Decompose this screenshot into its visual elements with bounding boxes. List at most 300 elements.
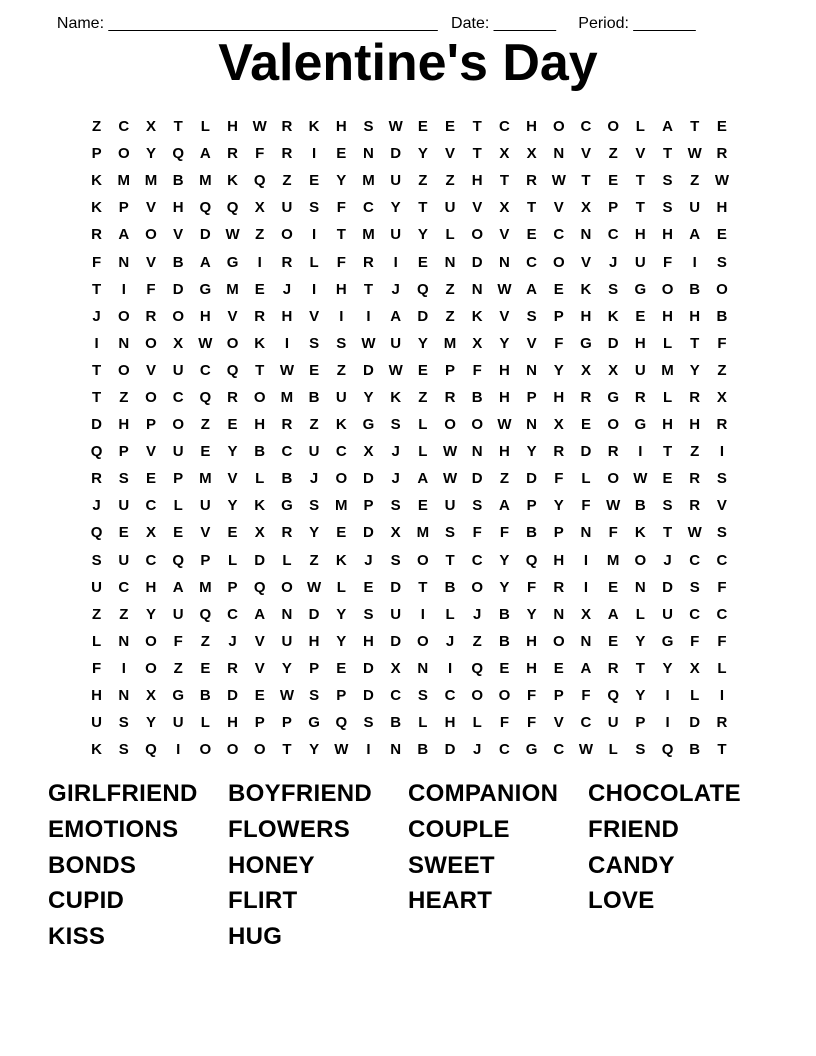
grid-letter: K (91, 199, 103, 217)
grid-letter: E (417, 497, 428, 515)
grid-letter: P (145, 416, 156, 434)
grid-letter: Z (717, 361, 727, 379)
grid-letter: O (444, 416, 456, 434)
grid-letter: L (336, 578, 346, 596)
grid-letter: V (145, 253, 156, 271)
grid-letter: F (717, 334, 727, 352)
word-bank-item: COMPANION (408, 780, 559, 807)
grid-letter: O (552, 253, 565, 271)
grid-letter: H (498, 361, 510, 379)
grid-letter: H (634, 334, 646, 352)
grid-letter: W (442, 470, 458, 488)
grid-letter: F (173, 632, 183, 650)
grid-letter: Z (690, 443, 700, 461)
word-bank-item: KISS (48, 923, 106, 951)
grid-letter: S (309, 497, 320, 515)
grid-letter: Q (199, 605, 212, 623)
grid-letter: J (92, 497, 101, 515)
grid-letter: Q (199, 388, 212, 406)
grid-letter: A (172, 578, 184, 596)
grid-row (83, 113, 736, 140)
grid-letter: Q (172, 551, 184, 569)
grid-letter: S (309, 687, 320, 705)
grid-letter: U (281, 632, 293, 650)
grid-letter: Z (445, 280, 455, 298)
word-bank-item: HUG (228, 923, 283, 951)
grid-letter: X (254, 199, 265, 217)
grid-letter: E (227, 524, 238, 542)
grid-letter: C (607, 226, 619, 244)
grid-letter: I (393, 253, 398, 271)
grid-letter: B (689, 741, 701, 759)
grid-letter: G (199, 280, 212, 298)
grid-letter: W (361, 334, 376, 352)
grid-letter: I (583, 551, 589, 569)
grid-letter: R (553, 443, 565, 461)
grid-letter: Y (309, 741, 320, 759)
grid-letter: U (335, 388, 347, 406)
grid-letter: G (281, 497, 293, 515)
grid-letter: I (447, 659, 453, 677)
word-bank-item: BONDS (48, 851, 137, 879)
grid-letter: C (689, 551, 701, 569)
word-bank-item: CUPID (48, 887, 125, 915)
grid-letter: G (580, 334, 592, 352)
grid-letter: P (526, 388, 537, 406)
grid-letter: Y (309, 524, 320, 542)
grid-row (83, 628, 736, 655)
grid-letter: D (254, 551, 266, 569)
grid-letter: V (472, 199, 483, 217)
grid-letter: E (662, 470, 673, 488)
grid-letter: S (716, 253, 727, 271)
grid-letter: W (442, 443, 458, 461)
grid-letter: P (309, 659, 320, 677)
grid-letter: S (390, 416, 401, 434)
grid-letter: V (254, 659, 265, 677)
grid-letter: V (145, 361, 156, 379)
grid-letter: I (366, 307, 371, 325)
grid-letter: S (635, 741, 646, 759)
grid-letter: B (172, 253, 184, 271)
grid-letter: D (689, 714, 701, 732)
grid-letter: H (471, 172, 483, 190)
grid-letter: T (662, 443, 673, 461)
grid-letter: T (635, 199, 645, 217)
grid-letter: Z (173, 659, 183, 677)
grid-letter: Q (253, 172, 266, 190)
grid-letter: R (716, 145, 728, 163)
grid-letter: S (309, 334, 320, 352)
grid-letter: H (227, 714, 238, 732)
grid-letter: D (417, 307, 429, 325)
grid-letter: Y (227, 443, 238, 461)
grid-letter: J (228, 632, 237, 650)
grid-letter: R (91, 470, 103, 488)
grid-letter: E (173, 524, 184, 542)
grid-letter: E (417, 253, 428, 271)
grid-letter: V (309, 307, 320, 325)
grid-letter: S (363, 118, 374, 136)
grid-letter: N (553, 605, 565, 623)
grid-letter: R (580, 388, 592, 406)
grid-letter: D (580, 443, 592, 461)
grid-letter: Q (253, 578, 266, 596)
grid-row (83, 574, 736, 601)
grid-letter: T (363, 280, 374, 298)
grid-letter: V (227, 470, 238, 488)
grid-letter: R (281, 253, 293, 271)
grid-letter: E (716, 226, 727, 244)
grid-letter: H (553, 551, 565, 569)
grid-row (83, 221, 736, 248)
grid-letter: S (309, 199, 320, 217)
grid-letter: M (144, 172, 158, 190)
grid-letter: Q (90, 443, 103, 461)
grid-letter: P (526, 497, 537, 515)
grid-letter: J (92, 307, 101, 325)
grid-letter: Z (418, 172, 428, 190)
grid-letter: F (581, 687, 591, 705)
grid-letter: C (363, 199, 374, 217)
grid-letter: A (580, 659, 592, 677)
grid-letter: H (118, 416, 130, 434)
grid-letter: Q (226, 361, 239, 379)
grid-letter: R (689, 497, 701, 515)
grid-letter: L (662, 388, 673, 406)
grid-letter: H (634, 226, 646, 244)
grid-letter: B (634, 497, 646, 515)
grid-letter: U (199, 497, 211, 515)
grid-letter: J (473, 605, 482, 623)
grid-letter: T (92, 280, 102, 298)
grid-letter: R (254, 307, 266, 325)
grid-letter: X (363, 443, 374, 461)
grid-letter: V (445, 145, 456, 163)
grid-letter: F (554, 334, 564, 352)
grid-letter: E (336, 145, 347, 163)
grid-letter: P (553, 687, 564, 705)
grid-letter: S (390, 497, 401, 515)
grid-letter: K (308, 118, 320, 136)
word-bank-item: FLIRT (228, 887, 298, 915)
grid-letter: P (173, 470, 184, 488)
grid-letter: W (198, 334, 213, 352)
grid-letter: I (420, 605, 425, 623)
grid-letter: N (498, 253, 510, 271)
grid-letter: C (471, 551, 483, 569)
grid-letter: U (634, 361, 646, 379)
grid-letter: I (665, 687, 670, 705)
grid-row (83, 547, 736, 574)
grid-letter: Y (145, 605, 156, 623)
grid-letter: C (227, 605, 238, 623)
grid-letter: C (199, 361, 211, 379)
grid-letter: Y (145, 145, 156, 163)
grid-letter: E (200, 443, 211, 461)
grid-letter: O (335, 470, 348, 488)
grid-letter: K (254, 334, 266, 352)
grid-letter: P (118, 443, 129, 461)
grid-letter: E (553, 659, 564, 677)
grid-letter: R (716, 714, 728, 732)
grid-letter: U (444, 199, 456, 217)
grid-row (83, 167, 736, 194)
grid-letter: M (335, 497, 348, 515)
grid-letter: O (253, 388, 266, 406)
grid-letter: F (146, 280, 156, 298)
grid-letter: N (553, 145, 565, 163)
grid-letter: Z (92, 605, 102, 623)
grid-letter: I (257, 253, 262, 271)
word-bank-item: SWEET (408, 851, 495, 879)
grid-letter: S (417, 687, 428, 705)
grid-letter: F (472, 361, 482, 379)
grid-letter: C (444, 687, 456, 705)
grid-letter: A (417, 470, 429, 488)
grid-letter: Q (335, 714, 348, 732)
grid-letter: F (527, 714, 537, 732)
grid-letter: F (554, 470, 564, 488)
grid-letter: R (607, 443, 619, 461)
grid-letter: X (254, 524, 265, 542)
grid-letter: B (199, 687, 211, 705)
grid-letter: L (717, 659, 727, 677)
grid-letter: F (336, 199, 346, 217)
grid-letter: U (281, 199, 293, 217)
grid-letter: H (689, 307, 701, 325)
grid-letter: T (581, 172, 591, 190)
grid-letter: L (92, 632, 102, 650)
grid-letter: C (335, 443, 347, 461)
grid-letter: O (417, 632, 429, 650)
word-search-grid (83, 113, 736, 763)
grid-letter: C (118, 578, 130, 596)
page-title: Valentine's Day (218, 34, 598, 92)
grid-letter: Z (418, 388, 428, 406)
grid-letter: C (390, 687, 402, 705)
grid-letter: M (661, 361, 674, 379)
grid-letter: C (689, 605, 701, 623)
grid-row (83, 519, 736, 546)
grid-letter: H (335, 118, 347, 136)
grid-letter: C (580, 714, 592, 732)
grid-letter: D (363, 361, 374, 379)
grid-letter: Z (309, 416, 319, 434)
grid-letter: T (527, 199, 537, 217)
grid-letter: O (172, 416, 184, 434)
grid-letter: H (254, 416, 266, 434)
grid-letter: D (363, 687, 374, 705)
grid-letter: S (662, 497, 673, 515)
grid-letter: X (580, 605, 591, 623)
grid-letter: B (417, 741, 429, 759)
grid-letter: P (608, 199, 619, 217)
grid-letter: Q (417, 280, 429, 298)
grid-letter: M (199, 470, 212, 488)
grid-letter: A (607, 605, 619, 623)
grid-letter: X (145, 524, 156, 542)
grid-letter: W (497, 280, 512, 298)
grid-letter: Z (336, 361, 346, 379)
grid-letter: U (662, 605, 673, 623)
grid-letter: V (145, 199, 156, 217)
grid-letter: H (199, 307, 211, 325)
grid-letter: Y (689, 361, 700, 379)
grid-letter: T (92, 388, 102, 406)
grid-letter: L (418, 714, 428, 732)
grid-letter: W (551, 172, 566, 190)
date-field-label: Date: _______ (451, 15, 557, 32)
grid-letter: V (200, 524, 211, 542)
grid-row (83, 303, 736, 330)
grid-letter: F (662, 253, 673, 271)
grid-letter: Z (200, 632, 210, 650)
grid-letter: M (199, 172, 212, 190)
grid-letter: S (662, 199, 673, 217)
grid-letter: Z (255, 226, 265, 244)
grid-letter: Q (661, 741, 674, 759)
grid-letter: P (553, 307, 564, 325)
grid-letter: Z (608, 145, 618, 163)
grid-letter: E (716, 118, 727, 136)
grid-letter: K (580, 280, 592, 298)
grid-letter: J (473, 741, 482, 759)
grid-letter: V (499, 307, 510, 325)
grid-letter: L (445, 605, 455, 623)
grid-letter: O (226, 741, 239, 759)
word-bank-item: HEART (408, 887, 493, 915)
grid-letter: V (553, 199, 564, 217)
grid-letter: D (607, 334, 619, 352)
grid-letter: H (281, 307, 293, 325)
grid-letter: E (254, 687, 265, 705)
grid-letter: J (663, 551, 672, 569)
grid-letter: W (687, 145, 702, 163)
grid-letter: U (390, 334, 402, 352)
grid-letter: M (606, 551, 620, 569)
grid-letter: O (471, 226, 484, 244)
grid-letter: E (309, 361, 320, 379)
grid-letter: L (227, 551, 238, 569)
grid-letter: G (525, 741, 538, 759)
grid-letter: H (662, 307, 673, 325)
grid-letter: U (172, 361, 184, 379)
grid-letter: E (608, 632, 619, 650)
grid-letter: Y (363, 388, 374, 406)
grid-letter: I (692, 253, 697, 271)
grid-letter: S (336, 334, 347, 352)
grid-letter: Y (635, 687, 646, 705)
grid-letter: P (91, 145, 102, 163)
grid-letter: C (526, 253, 538, 271)
grid-letter: U (91, 714, 103, 732)
grid-letter: C (498, 118, 510, 136)
grid-letter: N (363, 145, 374, 163)
grid-letter: C (498, 741, 510, 759)
grid-letter: H (580, 307, 592, 325)
grid-letter: B (498, 605, 510, 623)
grid-letter: K (335, 416, 347, 434)
grid-letter: I (638, 443, 643, 461)
grid-row (83, 140, 736, 167)
grid-letter: O (716, 280, 728, 298)
grid-letter: D (363, 524, 374, 542)
grid-letter: V (173, 226, 184, 244)
grid-letter: I (366, 741, 371, 759)
grid-letter: O (607, 470, 619, 488)
grid-letter: K (254, 497, 266, 515)
grid-letter: B (716, 307, 728, 325)
grid-letter: E (608, 172, 619, 190)
grid-letter: H (526, 118, 538, 136)
grid-letter: Q (90, 524, 103, 542)
grid-letter: Z (445, 307, 455, 325)
grid-row (83, 194, 736, 221)
grid-row (83, 601, 736, 628)
grid-letter: I (176, 741, 181, 759)
grid-letter: L (662, 334, 673, 352)
grid-letter: H (335, 280, 347, 298)
grid-letter: S (363, 605, 374, 623)
grid-letter: L (472, 714, 482, 732)
grid-letter: L (282, 551, 292, 569)
grid-letter: X (173, 334, 184, 352)
grid-letter: F (499, 714, 509, 732)
grid-letter: S (662, 172, 673, 190)
grid-row (83, 330, 736, 357)
grid-letter: I (312, 226, 317, 244)
word-bank-item: CHOCOLATE (588, 780, 741, 807)
grid-letter: O (172, 307, 184, 325)
grid-letter: S (445, 524, 456, 542)
grid-letter: T (255, 361, 265, 379)
grid-row (83, 276, 736, 303)
grid-letter: T (472, 118, 482, 136)
grid-letter: X (689, 659, 700, 677)
grid-letter: G (634, 280, 647, 298)
name-field-label: Name: _____________________________________ (56, 15, 438, 32)
grid-letter: O (498, 687, 511, 705)
grid-letter: K (390, 388, 402, 406)
grid-letter: R (553, 578, 565, 596)
grid-letter: T (690, 334, 700, 352)
grid-letter: X (499, 145, 510, 163)
grid-letter: Q (607, 687, 619, 705)
grid-letter: E (499, 659, 510, 677)
grid-letter: J (445, 632, 455, 650)
grid-letter: F (717, 578, 727, 596)
grid-letter: R (526, 172, 538, 190)
grid-letter: O (145, 388, 157, 406)
grid-letter: G (308, 714, 320, 732)
grid-letter: T (635, 172, 645, 190)
grid-letter: X (580, 199, 591, 217)
grid-letter: A (662, 118, 673, 136)
grid-letter: W (388, 118, 403, 136)
grid-letter: O (552, 118, 565, 136)
grid-letter: O (145, 334, 157, 352)
grid-letter: Z (200, 416, 210, 434)
grid-letter: Y (390, 199, 401, 217)
grid-letter: L (418, 443, 428, 461)
grid-letter: N (526, 361, 538, 379)
grid-letter: U (390, 226, 402, 244)
grid-letter: T (282, 741, 292, 759)
grid-letter: H (716, 199, 728, 217)
grid-letter: T (92, 361, 102, 379)
grid-letter: W (225, 226, 240, 244)
